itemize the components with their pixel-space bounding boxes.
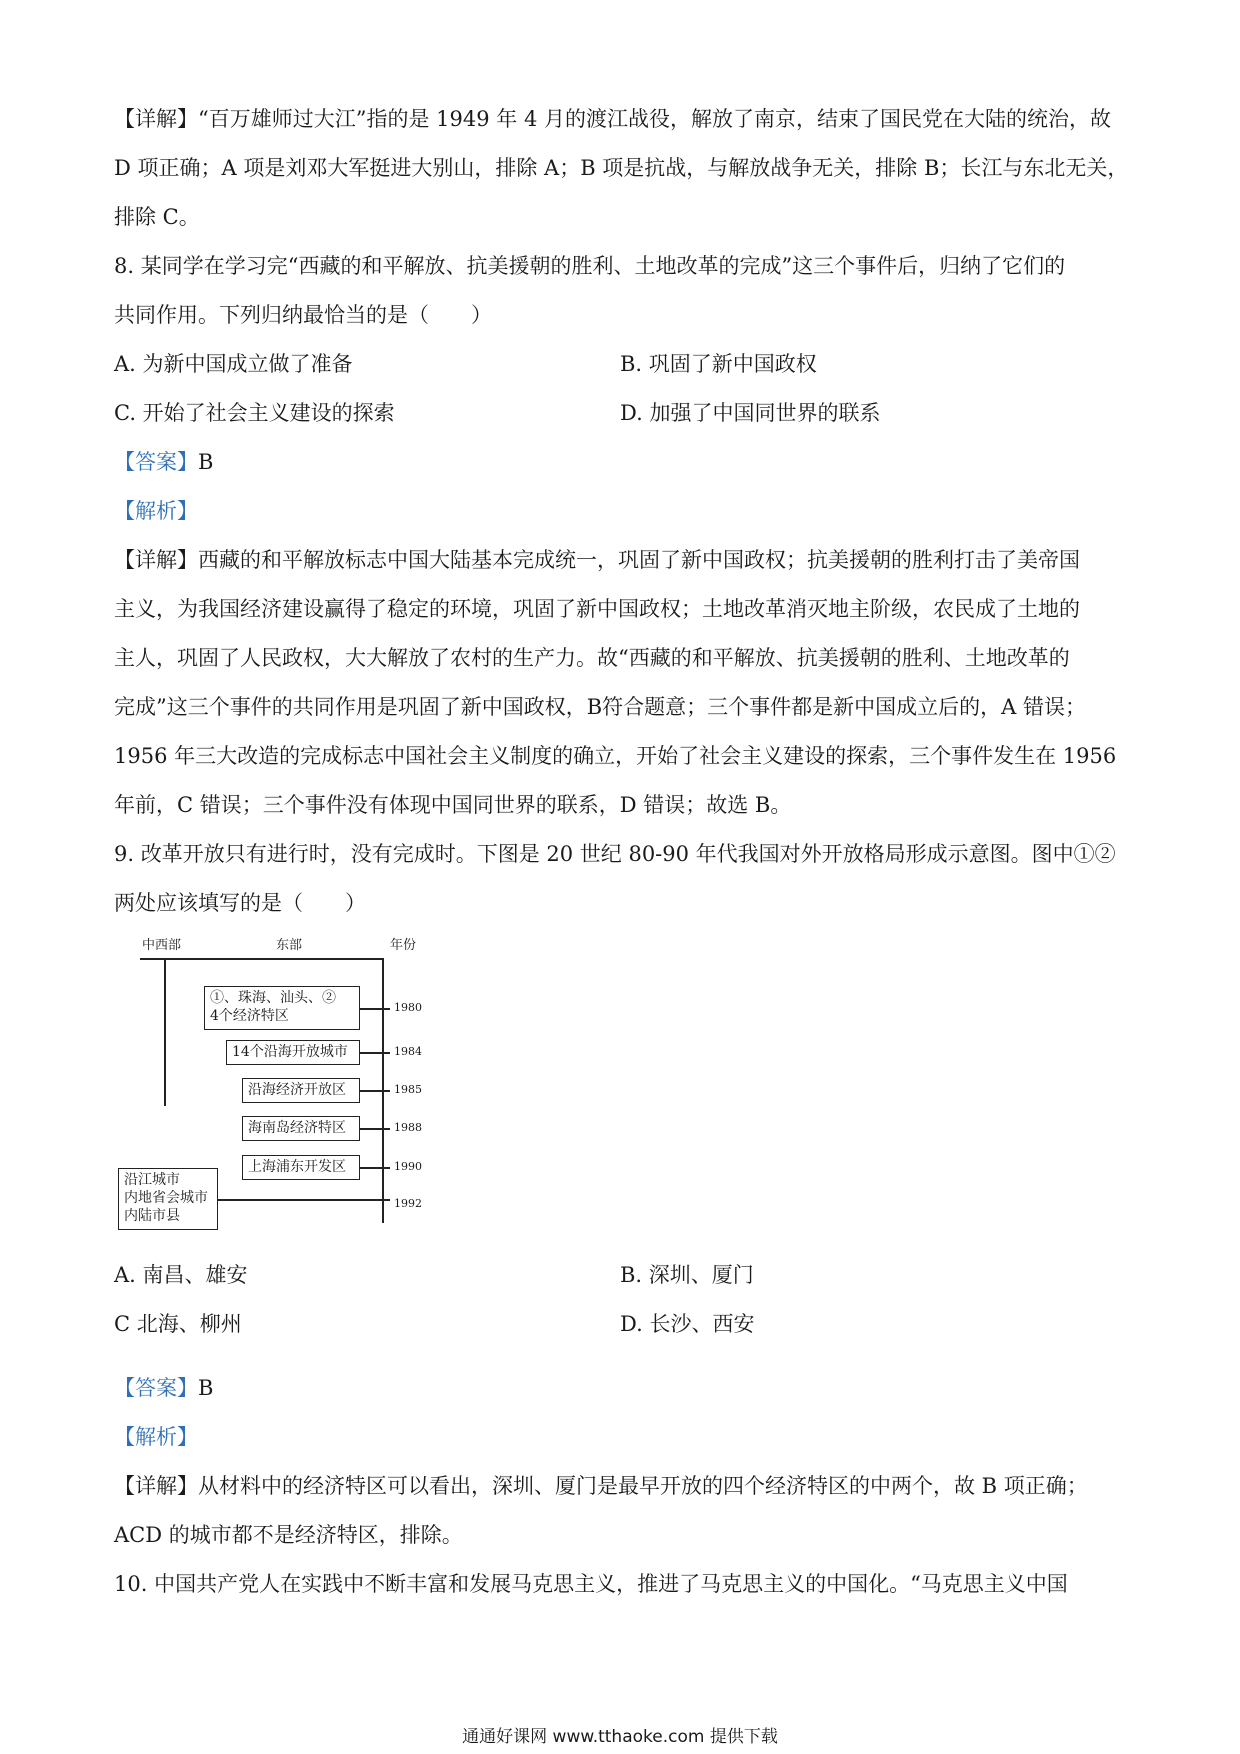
q8-detail-line-3: 主人，巩固了人民政权，大大解放了农村的生产力。故“西藏的和平解放、抗美援朝的胜利、土地改革的 xyxy=(114,646,1070,670)
page-footer: 通通好课网 www.tthaoke.com 提供下载 xyxy=(462,1727,778,1747)
q7-detail-line-3: 排除 C。 xyxy=(114,205,200,229)
tick-1980 xyxy=(382,1008,390,1010)
q9-stem-line-1: 9. 改革开放只有进行时，没有完成时。下图是 20 世纪 80-90 年代我国对外开放格局形成示意图。图中①② xyxy=(114,842,1116,866)
box6-line-1: 沿江城市 xyxy=(124,1172,180,1188)
diagram-box-inland xyxy=(118,1168,218,1230)
q9-option-d: D. 长沙、西安 xyxy=(620,1312,755,1336)
q8-answer-value: B xyxy=(198,450,214,474)
q9-answer xyxy=(114,1373,1134,1403)
q8-detail-tag: 【详解】 xyxy=(114,548,198,572)
diagram-box-coastal-zone: 沿海经济开放区 xyxy=(242,1078,360,1103)
q8-option-a: A. 为新中国成立做了准备 xyxy=(114,352,353,376)
q8-analysis-tag: 【解析】 xyxy=(114,499,198,523)
q7-detail-line-1: 【详解】“百万雄师过大江”指的是 1949 年 4 月的渡江战役，解放了南京，结束了国民党在大陆的统治，故 xyxy=(114,107,1111,131)
q7-detail-line-2: D 项正确；A 项是刘邓大军挺进大别山，排除 A；B 项是抗战，与解放战争无关，排除 B；长江与东北无关， xyxy=(114,156,1129,180)
connector-1990 xyxy=(360,1167,382,1169)
q8-stem-line-1: 8. 某同学在学习完“西藏的和平解放、抗美援朝的胜利、土地改革的完成”这三个事件后，归纳了它们的 xyxy=(114,254,1066,278)
q8-detail-line-5: 1956 年三大改造的完成标志中国社会主义制度的确立，开始了社会主义建设的探索，三个事件发生在 1956 xyxy=(114,744,1117,768)
q9-answer-value: B xyxy=(198,1376,214,1400)
diagram-west-vertical-line xyxy=(164,958,166,1106)
q9-detail-tag: 【详解】 xyxy=(114,1474,198,1498)
diagram-head-west: 中西部 xyxy=(142,938,182,953)
q9-option-b: B. 深圳、厦门 xyxy=(620,1263,754,1287)
q9-option-a: A. 南昌、雄安 xyxy=(114,1263,248,1287)
tick-1984 xyxy=(382,1052,390,1054)
q8-option-b: B. 巩固了新中国政权 xyxy=(620,352,817,376)
q8-detail-line-6: 年前，C 错误；三个事件没有体现中国同世界的联系，D 错误；故选 B。 xyxy=(114,793,792,817)
connector-1988 xyxy=(360,1128,382,1130)
diagram-box-special-zones xyxy=(204,986,360,1030)
q8-detail-line-1: 【详解】西藏的和平解放标志中国大陆基本完成统一，巩固了新中国政权；抗美援朝的胜利打击了美帝国 xyxy=(114,548,1080,572)
connector-1980 xyxy=(360,1008,382,1010)
q9-analysis-tag: 【解析】 xyxy=(114,1425,198,1449)
tick-1990 xyxy=(382,1167,390,1169)
year-1988: 1988 xyxy=(394,1121,422,1134)
box6-line-2: 内地省会城市 xyxy=(124,1190,208,1206)
year-1985: 1985 xyxy=(394,1083,422,1096)
q8-answer-tag: 【答案】 xyxy=(114,450,198,474)
year-1984: 1984 xyxy=(394,1045,422,1058)
year-1992: 1992 xyxy=(394,1197,422,1210)
diagram-head-east: 东部 xyxy=(276,938,303,953)
diagram-top-line xyxy=(140,958,384,960)
connector-1984 xyxy=(360,1052,382,1054)
box6-line-3: 内陆市县 xyxy=(124,1208,180,1224)
connector-1992 xyxy=(218,1199,382,1201)
q7-detail-tag: 【详解】 xyxy=(114,107,198,131)
q8-stem-line-2: 共同作用。下列归纳最恰当的是（ ） xyxy=(114,303,492,327)
year-1990: 1990 xyxy=(394,1160,422,1173)
connector-1985 xyxy=(360,1090,382,1092)
diagram-box-coastal-cities: 14个沿海开放城市 xyxy=(226,1040,360,1065)
diagram-head-year: 年份 xyxy=(390,938,417,953)
q9-answer-tag: 【答案】 xyxy=(114,1376,198,1400)
box1-line-2: 4个经济特区 xyxy=(210,1008,289,1024)
diagram-box-hainan: 海南岛经济特区 xyxy=(242,1116,360,1141)
q8-option-c: C. 开始了社会主义建设的探索 xyxy=(114,401,395,425)
q8-option-d: D. 加强了中国同世界的联系 xyxy=(620,401,881,425)
opening-up-diagram xyxy=(112,938,432,1238)
tick-1992 xyxy=(382,1199,390,1201)
q9-option-c: C 北海、柳州 xyxy=(114,1312,242,1336)
year-1980: 1980 xyxy=(394,1001,422,1014)
diagram-box-pudong: 上海浦东开发区 xyxy=(242,1155,360,1180)
q8-detail-line-4: 完成”这三个事件的共同作用是巩固了新中国政权，B符合题意；三个事件都是新中国成立后的，A 错误； xyxy=(114,695,1087,719)
q8-answer xyxy=(114,447,1134,477)
q8-detail-line-2: 主义，为我国经济建设赢得了稳定的环境，巩固了新中国政权；土地改革消灭地主阶级，农民成了土地的 xyxy=(114,597,1080,621)
tick-1988 xyxy=(382,1128,390,1130)
q9-detail-line-1: 【详解】从材料中的经济特区可以看出，深圳、厦门是最早开放的四个经济特区的中两个，故 B 项正确； xyxy=(114,1474,1088,1498)
q10-stem-line-1: 10. 中国共产党人在实践中不断丰富和发展马克思主义，推进了马克思主义的中国化。“马克思主义中国 xyxy=(114,1572,1068,1596)
q9-detail-line-2: ACD 的城市都不是经济特区，排除。 xyxy=(114,1523,463,1547)
tick-1985 xyxy=(382,1090,390,1092)
q9-stem-line-2: 两处应该填写的是（ ） xyxy=(114,891,366,915)
box1-line-1: ①、珠海、汕头、② xyxy=(210,990,336,1006)
